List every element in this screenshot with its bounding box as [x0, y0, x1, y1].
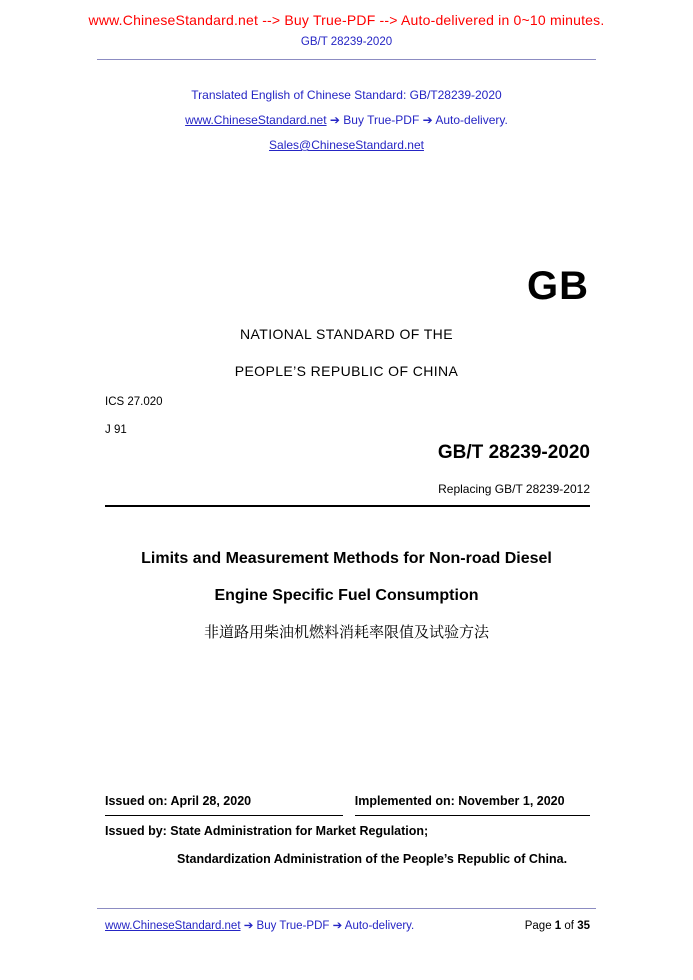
issuance-row [105, 794, 590, 816]
national-standard-line2: PEOPLE’S REPUBLIC OF CHINA [234, 363, 459, 379]
buy-pdf-line [0, 113, 693, 127]
ics-code: ICS 27.020 [105, 396, 163, 408]
footer-site-link[interactable]: www.ChineseStandard.net [105, 920, 241, 932]
page-total: 35 [577, 920, 590, 932]
document-title-chinese: 非道路用柴油机燃料消耗率限值及试验方法 [203, 624, 489, 641]
replacing-note: Replacing GB/T 28239-2012 [438, 482, 590, 496]
footer-buy-pdf-text: ➔ Buy True-PDF ➔ Auto-delivery. [240, 920, 415, 932]
implemented-on: Implemented on: November 1, 2020 [355, 794, 590, 816]
national-standard-line1: NATIONAL STANDARD OF THE [240, 326, 453, 342]
title-divider [105, 505, 590, 507]
gb-logo: GB [527, 264, 589, 308]
document-title-line1: Limits and Measurement Methods for Non-road Diesel [141, 550, 552, 567]
classification-code: J 91 [105, 424, 127, 436]
header-divider [97, 59, 596, 60]
email-line [0, 138, 693, 152]
page-indicator [525, 920, 590, 932]
page-label: Page [524, 920, 552, 932]
standard-number: GB/T 28239-2020 [437, 442, 590, 463]
buy-pdf-text: ➔ Buy True-PDF ➔ Auto-delivery. [326, 113, 508, 127]
header-standard-code: GB/T 28239-2020 [300, 36, 393, 48]
document-title-line2: Engine Specific Fuel Consumption [214, 587, 479, 604]
page-number: 1 [554, 920, 562, 932]
footer [105, 918, 590, 932]
issued-on: Issued on: April 28, 2020 [105, 794, 343, 816]
footer-buy-pdf-line [105, 918, 414, 932]
translated-note: Translated English of Chinese Standard: GB/T28239-2020 [191, 88, 502, 102]
footer-divider [97, 908, 596, 909]
issued-by: Issued by: State Administration for Market Regulation; [105, 824, 429, 838]
issued-by-continuation: Standardization Administration of the People’s Republic of China. [177, 852, 568, 866]
sales-email-link[interactable]: Sales@ChineseStandard.net [269, 138, 424, 152]
of-label: of [564, 920, 574, 932]
site-link[interactable]: www.ChineseStandard.net [185, 113, 327, 127]
top-banner-link[interactable]: www.ChineseStandard.net --> Buy True-PDF --> Auto-delivered in 0~10 minutes. [88, 12, 605, 28]
